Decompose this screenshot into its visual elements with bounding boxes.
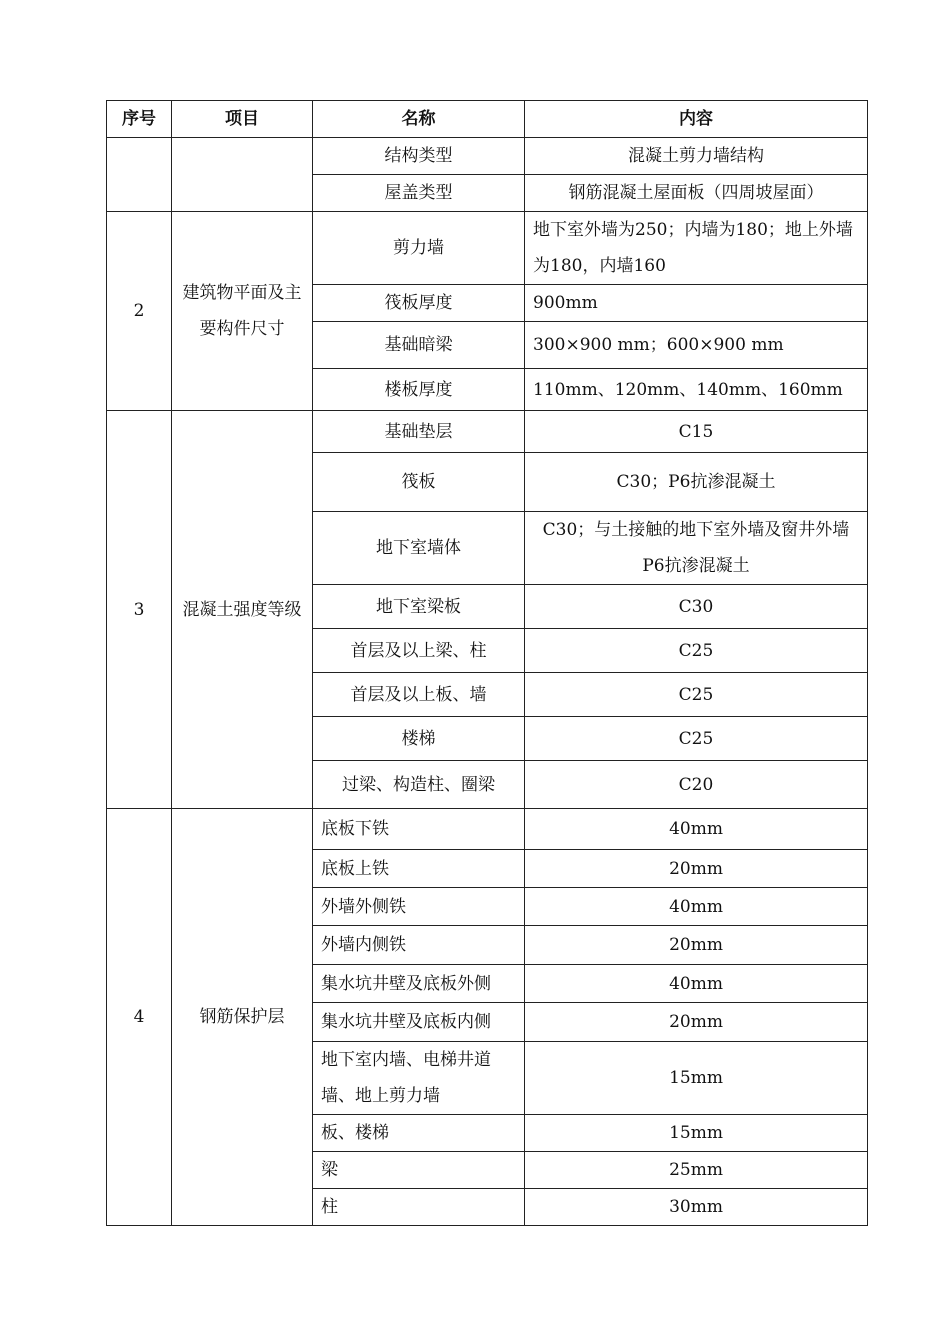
group-seq: [107, 138, 172, 212]
spec-table: [106, 100, 868, 1226]
row-name: 筏板: [313, 453, 525, 512]
row-content: 15mm: [525, 1115, 868, 1152]
row-name: 外墙内侧铁: [313, 926, 525, 965]
row-name: 楼梯: [313, 717, 525, 761]
group-seq: 3: [107, 411, 172, 809]
row-name: 柱: [313, 1189, 525, 1226]
row-content: 钢筋混凝土屋面板（四周坡屋面）: [525, 175, 868, 212]
row-content: 地下室外墙为250；内墙为180；地上外墙为180，内墙160: [525, 212, 868, 285]
row-content: 40mm: [525, 965, 868, 1003]
row-name: 集水坑井壁及底板内侧: [313, 1003, 525, 1042]
row-content: 20mm: [525, 926, 868, 965]
header-item: 项目: [172, 101, 313, 138]
table-row: [107, 212, 868, 285]
table-row: [107, 138, 868, 175]
group-item: 混凝土强度等级: [172, 411, 313, 809]
row-content: C25: [525, 673, 868, 717]
row-name: 首层及以上板、墙: [313, 673, 525, 717]
row-name: 过梁、构造柱、圈梁: [313, 761, 525, 809]
header-name: 名称: [313, 101, 525, 138]
header-seq: 序号: [107, 101, 172, 138]
row-content: C30；P6抗渗混凝土: [525, 453, 868, 512]
row-name: 外墙外侧铁: [313, 888, 525, 926]
row-name: 筏板厚度: [313, 285, 525, 322]
row-content: 30mm: [525, 1189, 868, 1226]
row-name: 地下室墙体: [313, 512, 525, 585]
row-name: 首层及以上梁、柱: [313, 629, 525, 673]
group-item: 钢筋保护层: [172, 809, 313, 1226]
row-name: 梁: [313, 1152, 525, 1189]
row-name: 基础暗梁: [313, 322, 525, 369]
row-content: 300×900 mm；600×900 mm: [525, 322, 868, 369]
group-item: 建筑物平面及主要构件尺寸: [172, 212, 313, 411]
row-name: 剪力墙: [313, 212, 525, 285]
row-name: 底板上铁: [313, 850, 525, 888]
row-name: 基础垫层: [313, 411, 525, 453]
row-content: C25: [525, 717, 868, 761]
row-content: 25mm: [525, 1152, 868, 1189]
row-content: C30: [525, 585, 868, 629]
row-name: 屋盖类型: [313, 175, 525, 212]
row-name: 结构类型: [313, 138, 525, 175]
row-content: 20mm: [525, 850, 868, 888]
row-name: 底板下铁: [313, 809, 525, 850]
group-seq: 2: [107, 212, 172, 411]
table-row: [107, 809, 868, 850]
row-name: 集水坑井壁及底板外侧: [313, 965, 525, 1003]
row-content: C15: [525, 411, 868, 453]
row-name: 板、楼梯: [313, 1115, 525, 1152]
row-name: 地下室内墙、电梯井道墙、地上剪力墙: [313, 1042, 525, 1115]
row-content: 混凝土剪力墙结构: [525, 138, 868, 175]
row-content: 110mm、120mm、140mm、160mm: [525, 369, 868, 411]
row-content: 40mm: [525, 809, 868, 850]
table-row: [107, 411, 868, 453]
group-seq: 4: [107, 809, 172, 1226]
row-content: 40mm: [525, 888, 868, 926]
header-row: [107, 101, 868, 138]
row-name: 楼板厚度: [313, 369, 525, 411]
row-content: C25: [525, 629, 868, 673]
row-content: 900mm: [525, 285, 868, 322]
header-content: 内容: [525, 101, 868, 138]
row-name: 地下室梁板: [313, 585, 525, 629]
row-content: C30；与土接触的地下室外墙及窗井外墙P6抗渗混凝土: [525, 512, 868, 585]
group-item: [172, 138, 313, 212]
row-content: 20mm: [525, 1003, 868, 1042]
row-content: 15mm: [525, 1042, 868, 1115]
row-content: C20: [525, 761, 868, 809]
